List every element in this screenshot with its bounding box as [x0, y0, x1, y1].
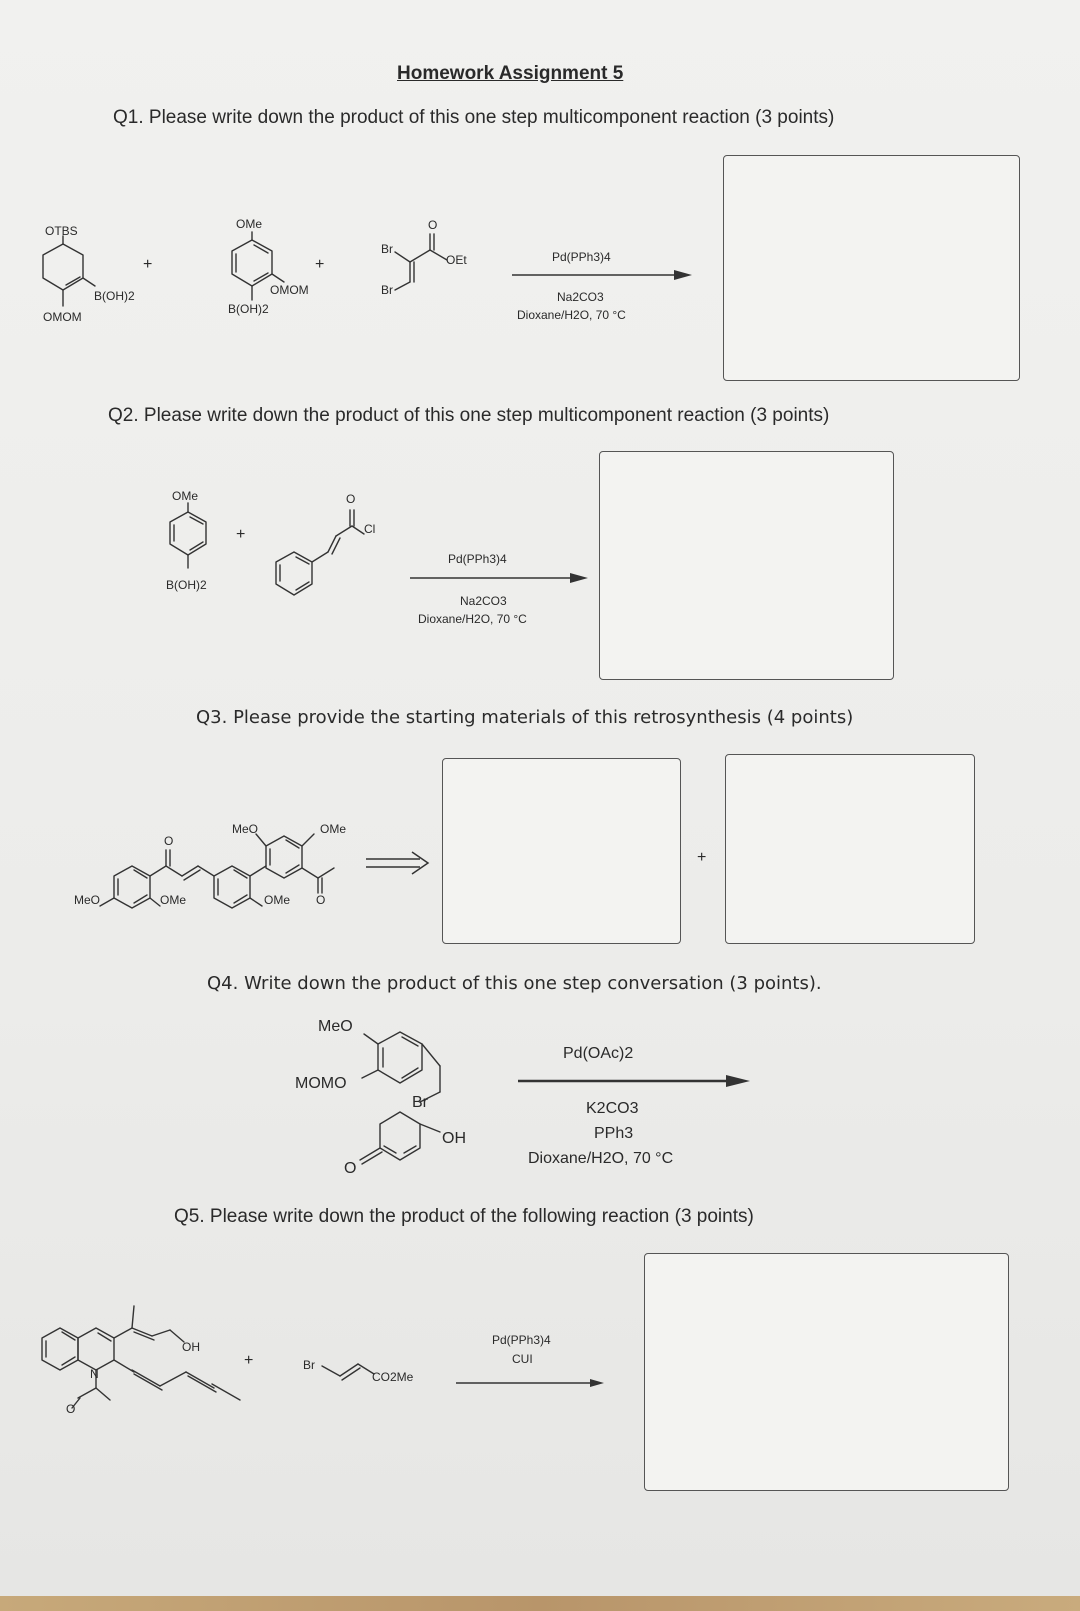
q1-oet-label: OEt	[446, 253, 467, 267]
q5-catalyst: Pd(PPh3)4	[492, 1333, 551, 1347]
q5-plus: +	[244, 1352, 254, 1369]
q2-catalyst: Pd(PPh3)4	[448, 552, 507, 566]
q1-boronic-acid-label-2: B(OH)2	[228, 302, 269, 316]
q3-target-molecule	[100, 834, 334, 908]
q1-ome-label: OMe	[236, 217, 263, 231]
q3-o-right: O	[316, 893, 326, 907]
q3-meo-top: MeO	[232, 822, 259, 836]
q1-prompt: Q1. Please write down the product of this one step multicomponent reaction (3 points)	[113, 107, 835, 128]
q3-ome-left: OMe	[160, 893, 187, 907]
q4-br-label: Br	[412, 1094, 428, 1111]
q1-br-top: Br	[381, 242, 393, 256]
q2-ome-label: OMe	[172, 489, 199, 503]
q1-cyclohexene-ring	[43, 236, 95, 306]
q2-boronic-acid-label: B(OH)2	[166, 578, 207, 592]
reaction-arrows	[366, 275, 740, 1383]
q1-base: Na2CO3	[557, 290, 604, 304]
q2-plus: +	[236, 526, 246, 543]
q5-prompt: Q5. Please write down the product of the following reaction (3 points)	[174, 1206, 754, 1227]
q2-conditions: Dioxane/H2O, 70 °C	[418, 612, 527, 626]
q1-omom-label: OMOM	[43, 310, 82, 324]
q1-plus-1: +	[143, 256, 153, 273]
q1-catalyst: Pd(PPh3)4	[552, 250, 611, 264]
q1-conditions: Dioxane/H2O, 70 °C	[517, 308, 626, 322]
q3-plus: +	[697, 849, 707, 866]
q4-ligand: PPh3	[594, 1125, 634, 1142]
q1-br-bottom: Br	[381, 283, 393, 297]
q2-base: Na2CO3	[460, 594, 507, 608]
q3-prompt: Q3. Please provide the starting materials of this retrosynthesis (4 points)	[196, 707, 854, 728]
q1-otbs-label: OTBS	[45, 224, 78, 238]
q4-conditions: Dioxane/H2O, 70 °C	[528, 1150, 674, 1167]
q2-cl-label: Cl	[364, 522, 376, 536]
q3-ome-mid: OMe	[264, 893, 291, 907]
q5-cocatalyst: CUI	[512, 1352, 533, 1366]
q1-carbonyl-o: O	[428, 218, 438, 232]
q1-plus-2: +	[315, 256, 325, 273]
q4-o-label: O	[344, 1160, 357, 1177]
q2-benzene-ring	[170, 503, 206, 568]
q4-meo-label: MeO	[318, 1018, 353, 1035]
q4-catalyst: Pd(OAc)2	[563, 1045, 634, 1062]
q1-dibromoacrylate	[395, 234, 447, 290]
q5-oh-label: OH	[182, 1340, 200, 1354]
q5-n-label: N	[90, 1367, 99, 1381]
q3-o-left: O	[164, 834, 174, 848]
q2-carbonyl-o: O	[346, 492, 356, 506]
q5-ester-label: CO2Me	[372, 1370, 414, 1384]
q5-quinoline-substrate	[42, 1306, 240, 1408]
q5-bromoacrylate	[322, 1364, 374, 1380]
q1-omom-label-2: OMOM	[270, 283, 309, 297]
q3-meo-left: MeO	[74, 893, 101, 907]
q4-prompt: Q4. Write down the product of this one step conversation (3 points).	[207, 973, 822, 994]
q4-base: K2CO3	[586, 1100, 639, 1117]
page-title: Homework Assignment 5	[397, 63, 624, 84]
q5-o-label: O	[66, 1402, 76, 1416]
q1-boronic-acid-label: B(OH)2	[94, 289, 135, 303]
q4-substrate	[360, 1032, 440, 1164]
q4-oh-label: OH	[442, 1130, 466, 1147]
q2-cinnamoyl-chloride	[276, 510, 364, 595]
q5-br-label: Br	[303, 1358, 315, 1372]
q4-momo-label: MOMO	[295, 1075, 347, 1092]
q2-prompt: Q2. Please write down the product of this one step multicomponent reaction (3 points)	[108, 405, 830, 426]
q3-ome-top: OMe	[320, 822, 347, 836]
